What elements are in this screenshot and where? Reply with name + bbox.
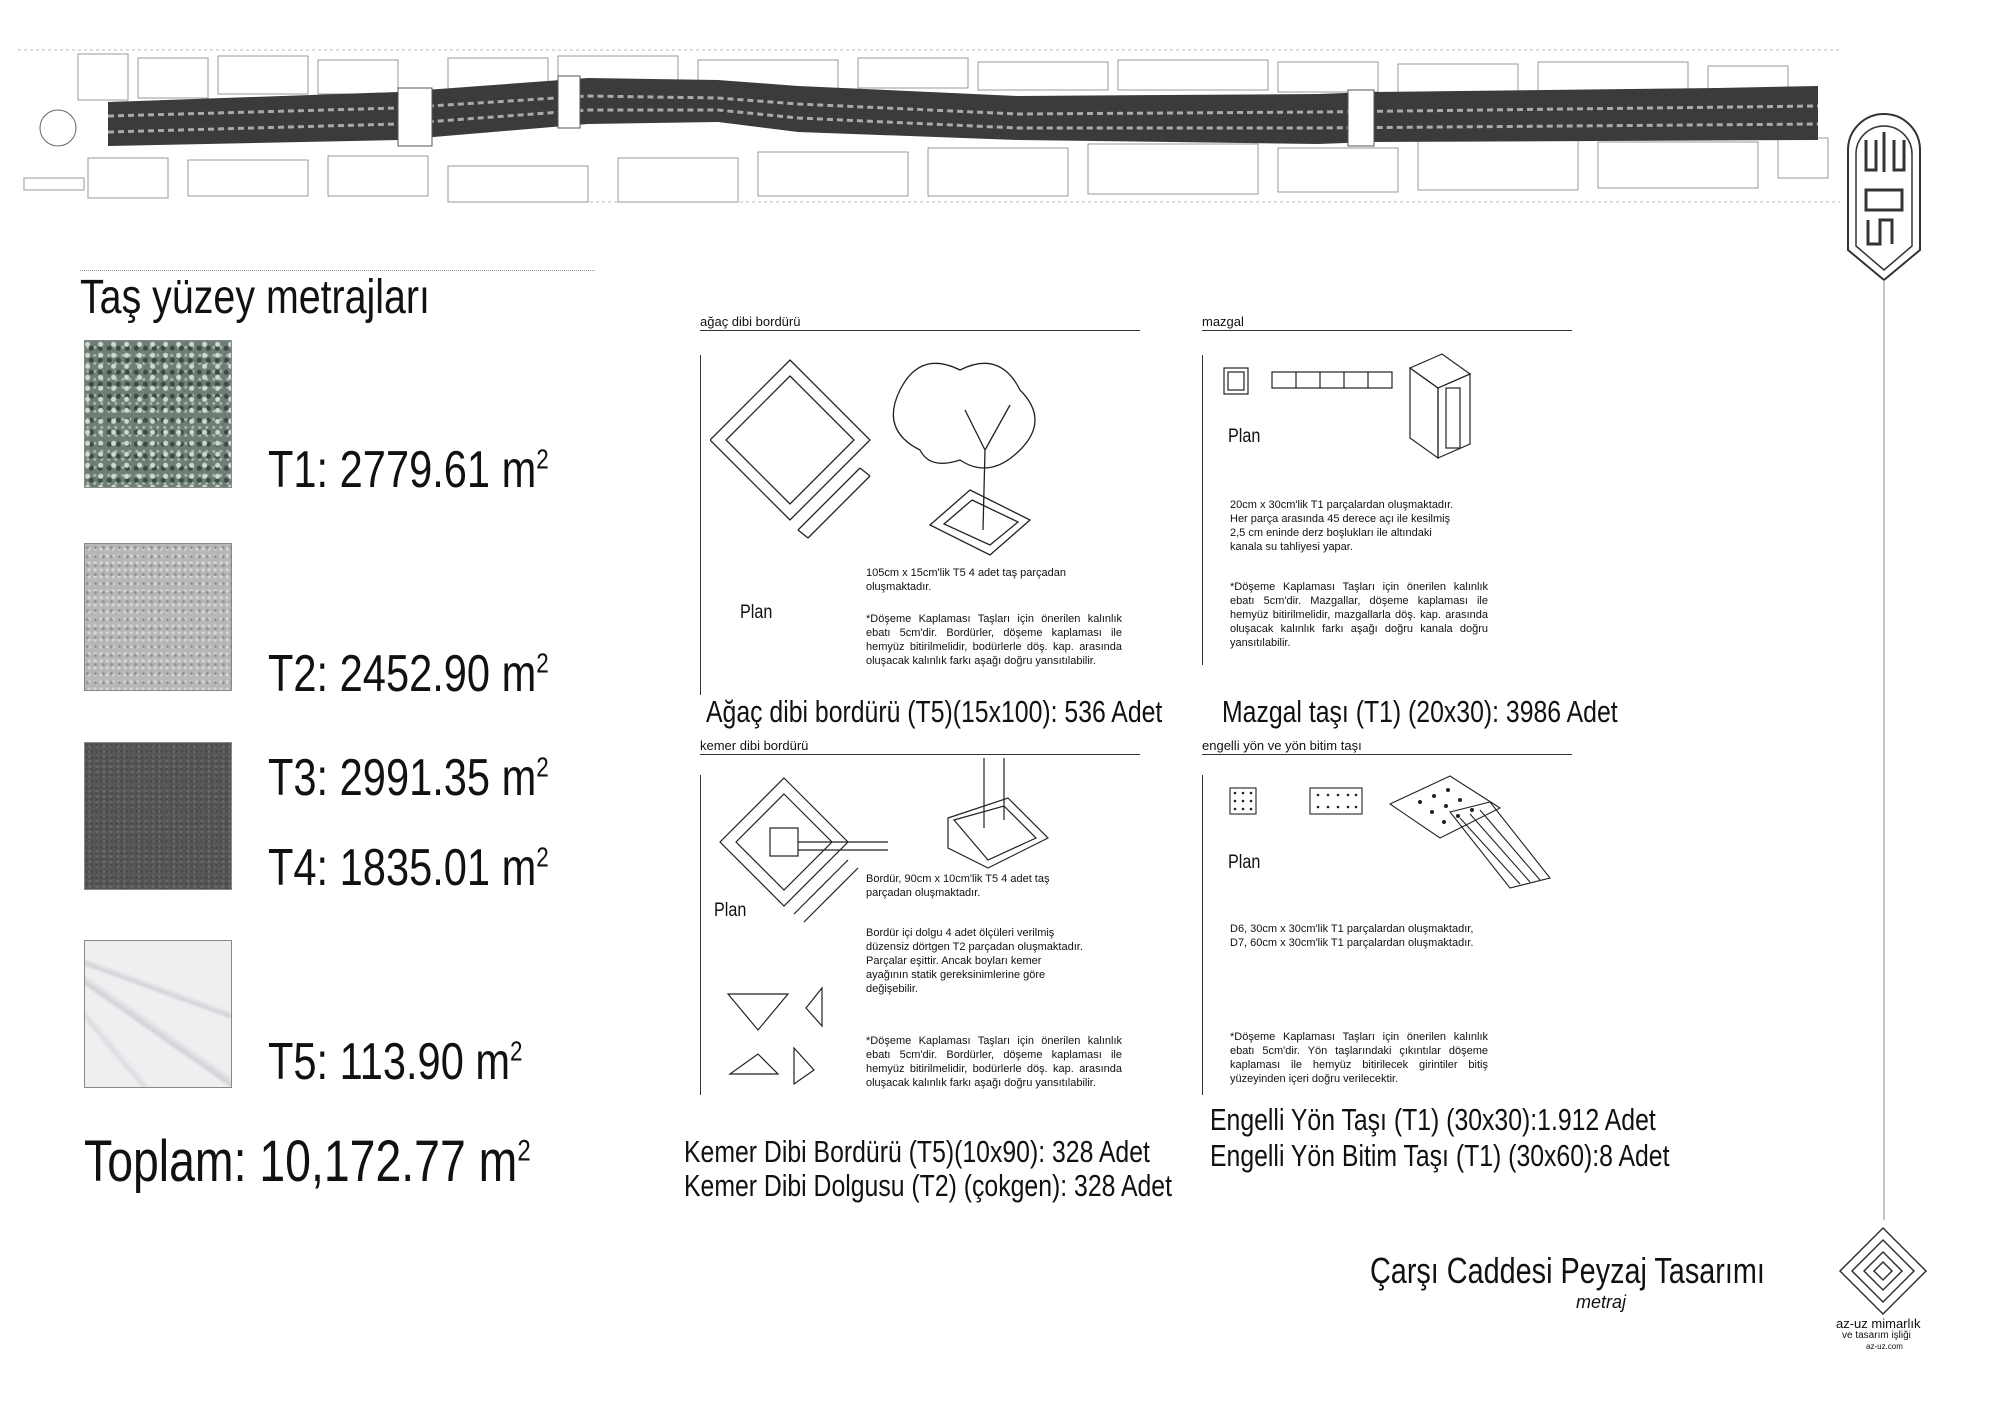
section-header-mazgal: mazgal — [1202, 314, 1244, 329]
section-edge-engelli — [1202, 775, 1203, 1095]
desc-agac-2: *Döşeme Kaplaması Taşları için önerilen kalınlık ebatı 5cm'dir. Bordürler, döşeme kaplaması ile hemyüz bitirilmelidir, bodürlerle döş. kap. arasında oluşacak kalınlık farkı aşağı doğru yansıtılabilir. — [866, 613, 1122, 667]
section-edge-kemer — [700, 775, 701, 1095]
office-web: az-uz.com — [1866, 1342, 1903, 1351]
desc-mazgal-2: *Döşeme Kaplaması Taşları için önerilen kalınlık ebatı 5cm'dir. Mazgallar, döşeme kaplaması ile hemyüz bitirilmelidir, mazgallarla döş. kap. arasında oluşacak kalınlık farkı aşağı doğru kanala doğru yansıtılabilir. — [1230, 581, 1488, 649]
section-rule-mazgal — [1202, 330, 1572, 331]
grate-drawing — [1210, 348, 1510, 478]
caption-kemer-2: Kemer Dibi Dolgusu (T2) (çokgen): 328 Adet — [684, 1168, 1172, 1203]
area-t4: T4: 1835.01 $m^2$ — [268, 839, 549, 897]
office-logo — [1838, 1226, 1928, 1316]
area-t3: T3: 2991.35 $m^2$ — [268, 749, 549, 807]
desc-kemer-2: Bordür içi dolgu 4 adet ölçüleri verilmiş düzensiz dörtgen T2 parçadan oluşmaktadır. Parçalar eşittir. Ancak boyları kemer ayağının statik gereksinimlerine göre değişebilir. — [866, 927, 1083, 995]
section-header-agac: ağaç dibi bordürü — [700, 314, 801, 329]
desc-engelli-2: *Döşeme Kaplaması Taşları için önerilen kalınlık ebatı 5cm'dir. Yön taşlarındaki çıkıntılar döşeme kaplaması ile hemyüz bitirilecek girintiler bitiş yüzeyinden içeri doğru verilecektir. — [1230, 1031, 1488, 1085]
plan-label-agac: Plan — [740, 602, 773, 623]
project-title: Çarşı Caddesi Peyzaj Tasarımı — [1370, 1250, 1765, 1291]
section-header-engelli: engelli yön ve yön bitim taşı — [1202, 738, 1362, 753]
desc-kemer-3: *Döşeme Kaplaması Taşları için önerilen kalınlık ebatı 5cm'dir. Bordürler, döşeme kaplaması ile hemyüz bitirilmelidir, bodürlerle döş. kap. arasında oluşacak kalınlık farkı aşağı doğru yansıtılabilir. — [866, 1035, 1122, 1089]
tactile-paving-drawing — [1220, 768, 1570, 898]
page-heading: Taş yüzey metrajları — [80, 271, 430, 324]
plan-label-mazgal: Plan — [1228, 426, 1261, 447]
desc-mazgal-1: 20cm x 30cm'lik T1 parçalardan oluşmaktadır. Her parça arasında 45 derece açı ile kesilmiş 2,5 cm eninde derz boşlukları ile altındaki kanala su tahliyesi yapar. — [1230, 499, 1454, 553]
brand-emblem — [1838, 70, 1930, 1220]
area-t2: T2: 2452.90 $m^2$ — [268, 645, 549, 703]
office-name-2: ve tasarım işliği — [1842, 1330, 1911, 1341]
section-rule-kemer — [700, 754, 1140, 755]
desc-agac-1: 105cm x 15cm'lik T5 4 adet taş parçadan oluşmaktadır. — [866, 567, 1067, 593]
swatch-t1 — [84, 340, 232, 488]
area-t5: T5: 113.90 $m^2$ — [268, 1033, 523, 1091]
section-edge-mazgal — [1202, 355, 1203, 665]
area-t1: T1: 2779.61 $m^2$ — [268, 441, 549, 499]
office-name: az-uz mimarlık — [1836, 1316, 1921, 1331]
swatch-t2 — [84, 543, 232, 691]
caption-agac: Ağaç dibi bordürü (T5)(15x100): 536 Adet — [706, 694, 1163, 729]
total-area: Toplam: 10,172.77 $m^2$ — [84, 1129, 531, 1194]
section-edge-agac — [700, 355, 701, 695]
caption-engelli-2: Engelli Yön Bitim Taşı (T1) (30x60):8 Adet — [1210, 1138, 1670, 1173]
caption-mazgal: Mazgal taşı (T1) (20x30): 3986 Adet — [1222, 694, 1618, 729]
project-subtitle: metraj — [1576, 1292, 1627, 1312]
swatch-t3 — [84, 742, 232, 890]
street-plan — [18, 48, 1840, 208]
swatch-t5 — [84, 940, 232, 1088]
section-rule-engelli — [1202, 754, 1572, 755]
caption-kemer-1: Kemer Dibi Bordürü (T5)(10x90): 328 Adet — [684, 1134, 1150, 1169]
caption-engelli-1: Engelli Yön Taşı (T1) (30x30):1.912 Adet — [1210, 1102, 1656, 1137]
tree-border-drawing — [710, 340, 1090, 570]
plan-label-kemer: Plan — [714, 900, 747, 921]
desc-kemer-1: Bordür, 90cm x 10cm'lik T5 4 adet taş parçadan oluşmaktadır. — [866, 873, 1050, 899]
section-rule-agac — [700, 330, 1140, 331]
section-header-kemer: kemer dibi bordürü — [700, 738, 809, 753]
plan-label-engelli: Plan — [1228, 852, 1261, 873]
desc-engelli-1: D6, 30cm x 30cm'lik T1 parçalardan oluşmaktadır, D7, 60cm x 30cm'lik T1 parçalardan oluşmaktadır. — [1230, 923, 1474, 949]
